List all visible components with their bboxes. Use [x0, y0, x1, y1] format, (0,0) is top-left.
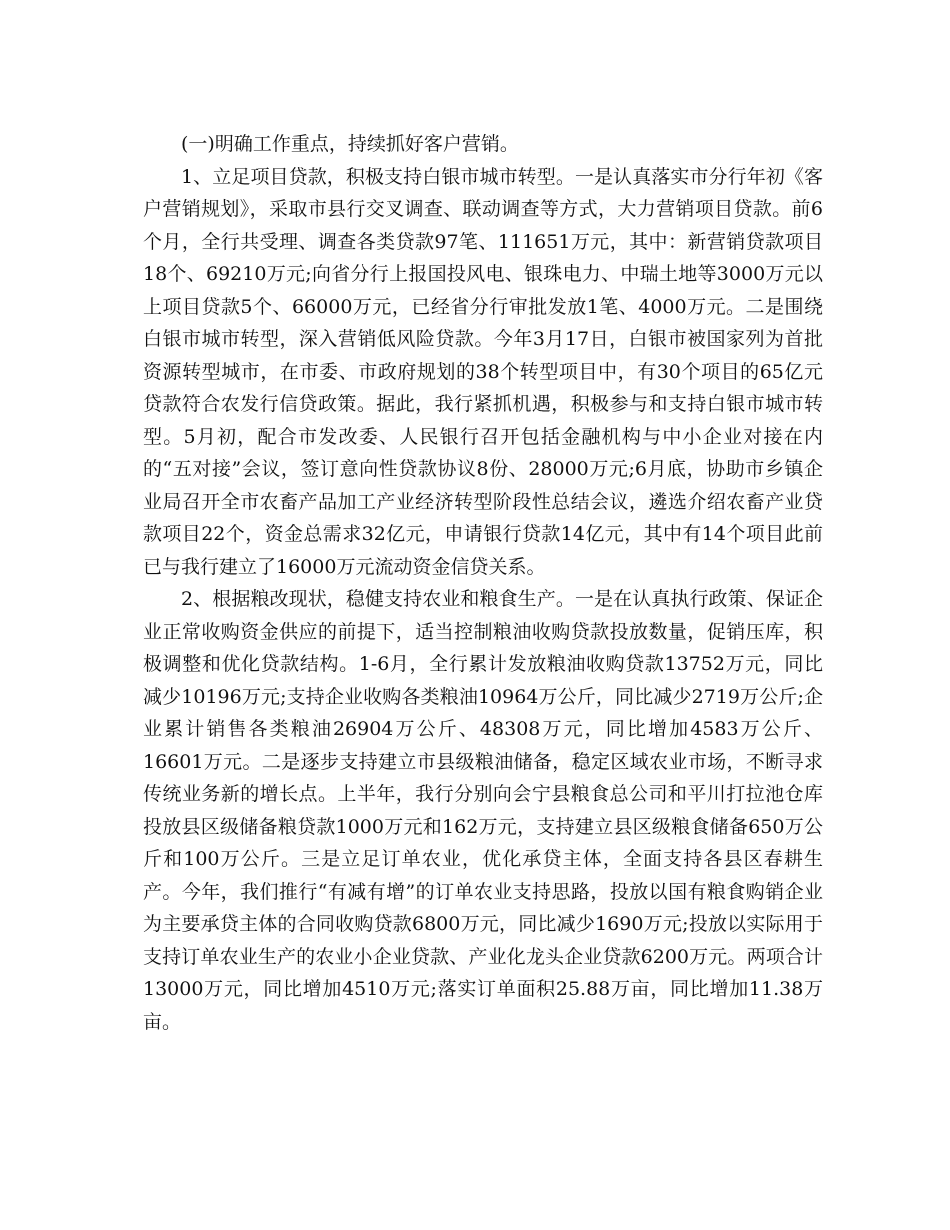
document-body	[143, 128, 823, 1038]
paragraph-grain-production: 2、根据粮改现状，稳健支持农业和粮食生产。一是在认真执行政策、保证企业正常收购资金供应的前提下，适当控制粮油收购贷款投放数量，促销压库，积极调整和优化贷款结构。1-6月，全行累计发放粮油收购贷款13752万元，同比减少10196万元;支持企业收购各类粮油10964万公斤，同比减少2719万公斤;企业累计销售各类粮油26904万公斤、48308万元，同比增加4583万公斤、16601万元。二是逐步支持建立市县级粮油储备，稳定区域农业市场，不断寻求传统业务新的增长点。上半年，我行分别向会宁县粮食总公司和平川打拉池仓库投放县区级储备粮贷款1000万元和162万元，支持建立县区级粮食储备650万公斤和100万公斤。三是立足订单农业，优化承贷主体，全面支持各县区春耕生产。今年，我们推行“有减有增”的订单农业支持思路，投放以国有粮食购销企业为主要承贷主体的合同收购贷款6800万元，同比减少1690万元;投放以实际用于支持订单农业生产的农业小企业贷款、产业化龙头企业贷款6200万元。两项合计13000万元，同比增加4510万元;落实订单面积25.88万亩，同比增加11.38万亩。	[143, 588, 823, 1033]
section-heading: (一)明确工作重点，持续抓好客户营销。	[181, 133, 519, 155]
paragraph-project-loans: 1、立足项目贷款，积极支持白银市城市转型。一是认真落实市分行年初《客户营销规划》，采取市县行交叉调查、联动调查等方式，大力营销项目贷款。前6个月，全行共受理、调查各类贷款97笔、111651万元，其中：新营销贷款项目18个、69210万元;向省分行上报国投风电、银珠电力、中瑞土地等3000万元以上项目贷款5个、66000万元，已经省分行审批发放1笔、4000万元。二是围绕白银市城市转型，深入营销低风险贷款。今年3月17日，白银市被国家列为首批资源转型城市，在市委、市政府规划的38个转型项目中，有30个项目的65亿元贷款符合农发行信贷政策。据此，我行紧抓机遇，积极参与和支持白银市城市转型。5月初，配合市发改委、人民银行召开包括金融机构与中小企业对接在内的“五对接”会议，签订意向性贷款协议8份、28000万元;6月底，协助市乡镇企业局召开全市农畜产品加工产业经济转型阶段性总结会议，遴选介绍农畜产业贷款项目22个，资金总需求32亿元，申请银行贷款14亿元，其中有14个项目此前已与我行建立了16000万元流动资金信贷关系。	[143, 165, 823, 578]
